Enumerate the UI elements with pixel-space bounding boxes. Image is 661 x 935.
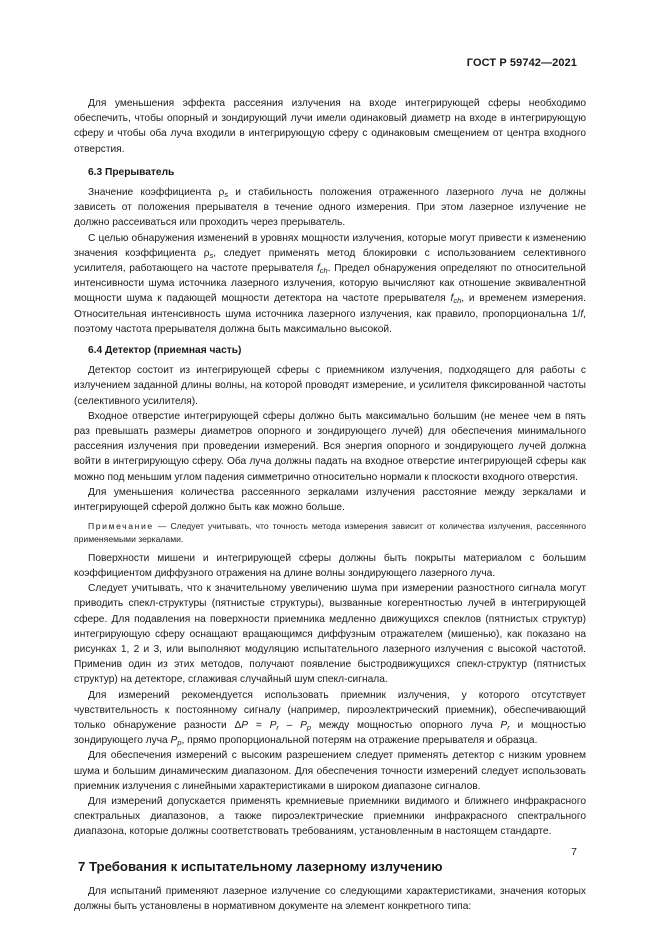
paragraph-6-4-4: Поверхности мишени и интегрирующей сферы должны быть покрыты материалом с большим коэффициентом диффузного отражения на длине волны зондирующего лазерного луча. — [74, 552, 586, 579]
variable-p: P — [500, 719, 508, 731]
paragraph-6-4-2: Входное отверстие интегрирующей сферы должно быть максимально большим (не менее чем в пять раз превышать размеры диаметров опорного и зондирующего лучей) для обеспечения минимального рассеяния излучения при проведении измерений. Вся энергия опорного и зондирующего лучей должна войти в интегрирующую сферу. Оба луча должны падать на входное отверстие интегрирующей сферы как можно под меньшим углом падения симметрично относительно нормали к плоскости входного отверстия. — [74, 410, 586, 483]
section-6-4-title: 6.4 Детектор (приемная часть) — [88, 345, 242, 357]
text-run: и стабильность положения отраженного лазерного луча не должны зависеть от положения прерывателя в течение одного измерения. При этом лазерное излучение не должно рассеиваться или проходить через прерыватель. — [74, 187, 587, 229]
subscript: r — [507, 722, 510, 732]
document-number: ГОСТ Р 59742—2021 — [466, 57, 577, 69]
subscript: s — [209, 250, 214, 260]
document-body — [74, 96, 586, 914]
text-run: , поэтому частота прерывателя должна быть максимально высокой. — [74, 308, 586, 335]
variable-p: P — [170, 735, 178, 747]
text-run: Для измерений рекомендуется использовать приемник излучения, у которого отсутствует чувствительность к постоянному сигналу (например, пироэлектрический приемник), обеспечивающий только обнаружение разности Δ — [74, 689, 586, 731]
subscript: r — [276, 722, 279, 732]
paragraph-6-4-7: Для обеспечения измерений с высоким разрешением следует применять детектор с низким уровнем шума и большим динамическим диапазоном. Для обеспечения точности измерений следует использовать приемник излучения с линейными характеристиками в широком диапазоне сигналов. — [74, 750, 586, 792]
text-run: между мощностью опорного луча — [311, 719, 501, 731]
subscript: p — [177, 738, 182, 748]
section-7-title: 7 Требования к испытательному лазерному излучению — [78, 858, 443, 874]
subscript: ch — [319, 266, 328, 276]
paragraph-6-4-6 — [74, 688, 586, 749]
paragraph-6-4-8: Для измерений допускается применять кремниевые приемники видимого и ближнего инфракрасного спектральных диапазонов, а также пироэлектрические приемники инфракрасного спектрального диапазона, которые должны соответствовать требованиям, установленным в настоящем стандарте. — [74, 795, 586, 838]
variable-p: P — [300, 719, 307, 731]
text-run: , и временем измерения. Относительная интенсивность шума источника лазерного излучения, как правило, пропорциональна 1/ — [74, 293, 586, 320]
note-label: Примечание — [88, 521, 154, 532]
text-run: С целью обнаружения изменений в уровнях мощности излучения, которые могут привести к изменению значения коэффициента ρ — [74, 232, 586, 259]
paragraph-6-4-1: Детектор состоит из интегрирующей сферы с приемником излучения, подходящего для работы с излучением заданной длины волны, на которой проводят измерение, и усилителя фиксированной частоты (селективного усилителя). — [74, 365, 586, 407]
section-6-3-title: 6.3 Прерыватель — [88, 166, 175, 178]
variable-f: f — [316, 263, 320, 275]
text-run: и мощностью зондирующего луча — [74, 719, 586, 747]
text-run: – — [278, 719, 301, 731]
text-run: , прямо пропорциональной потерям на отражение прерывателя и образца. — [181, 735, 538, 747]
variable-p: P — [241, 719, 249, 731]
paragraph-7-1: Для испытаний применяют лазерное излучение со следующими характеристиками, значения которых должны быть установлены в нормативном документе на элемент конкретного типа: — [74, 885, 586, 912]
note-text: — Следует учитывать, что точность метода измерения зависит от количества излучения, рассеянного применяемыми зеркалами. — [74, 521, 586, 545]
subscript: ch — [453, 296, 462, 306]
text-run: = — [248, 719, 270, 731]
text-run: , следует применять метод блокировки с использованием селективного усилителя, работающего на частоте прерывателя — [74, 247, 586, 275]
variable-f: f — [450, 293, 454, 305]
text-run: . Предел обнаружения определяют по относительной интенсивности шума источника лазерного излучения, которую вычисляют как отношение эквивалентной мощности шума к падающей мощности детектора на частоте прерывателя — [74, 263, 586, 305]
variable-f: f — [580, 308, 584, 320]
paragraph-6-3-1 — [74, 185, 586, 231]
paragraph-6-3-2 — [74, 231, 586, 337]
note — [74, 520, 586, 546]
page-number: 7 — [571, 846, 577, 858]
paragraph-6-4-5: Следует учитывать, что к значительному увеличению шума при измерении разностного сигнала могут приводить спекл-структуры (пятнистые структуры), вызванные когерентностью лучей в интегрирующей сфере. Для подавления на поверхности приемника медленно движущихся спеклов (пятнистых структур) интегрирующую сферу оснащают вращающимся диффузным отражателем (мишенью), как показано на рисунках 1, 2 и 3, или выполняют модуляцию испытательного лазерного излучения с высокой частотой. Применив один из этих методов, получают появление быстродвижущихся спекл-структур (пятнистых структур) на детекторе, сглаживая случайный шум спекл-сигнала. — [74, 583, 586, 686]
subscript: s — [224, 190, 229, 200]
paragraph-6-4-3: Для уменьшения количества рассеянного зеркалами излучения расстояние между зеркалами и интегрирующей сферой должно быть как можно больше. — [74, 486, 586, 514]
variable-p: P — [269, 719, 277, 731]
text-run: Значение коэффициента ρ — [88, 187, 225, 199]
paragraph-intro: Для уменьшения эффекта рассеяния излучения на входе интегрирующей сферы необходимо обеспечить, чтобы опорный и зондирующий лучи имели одинаковый диаметр на входе в интегрирующую сферу и чтобы оба луча входили в интегрирующую сферу с одинаковым смещением от центра входного отверстия. — [74, 98, 586, 155]
subscript: p — [306, 722, 312, 732]
